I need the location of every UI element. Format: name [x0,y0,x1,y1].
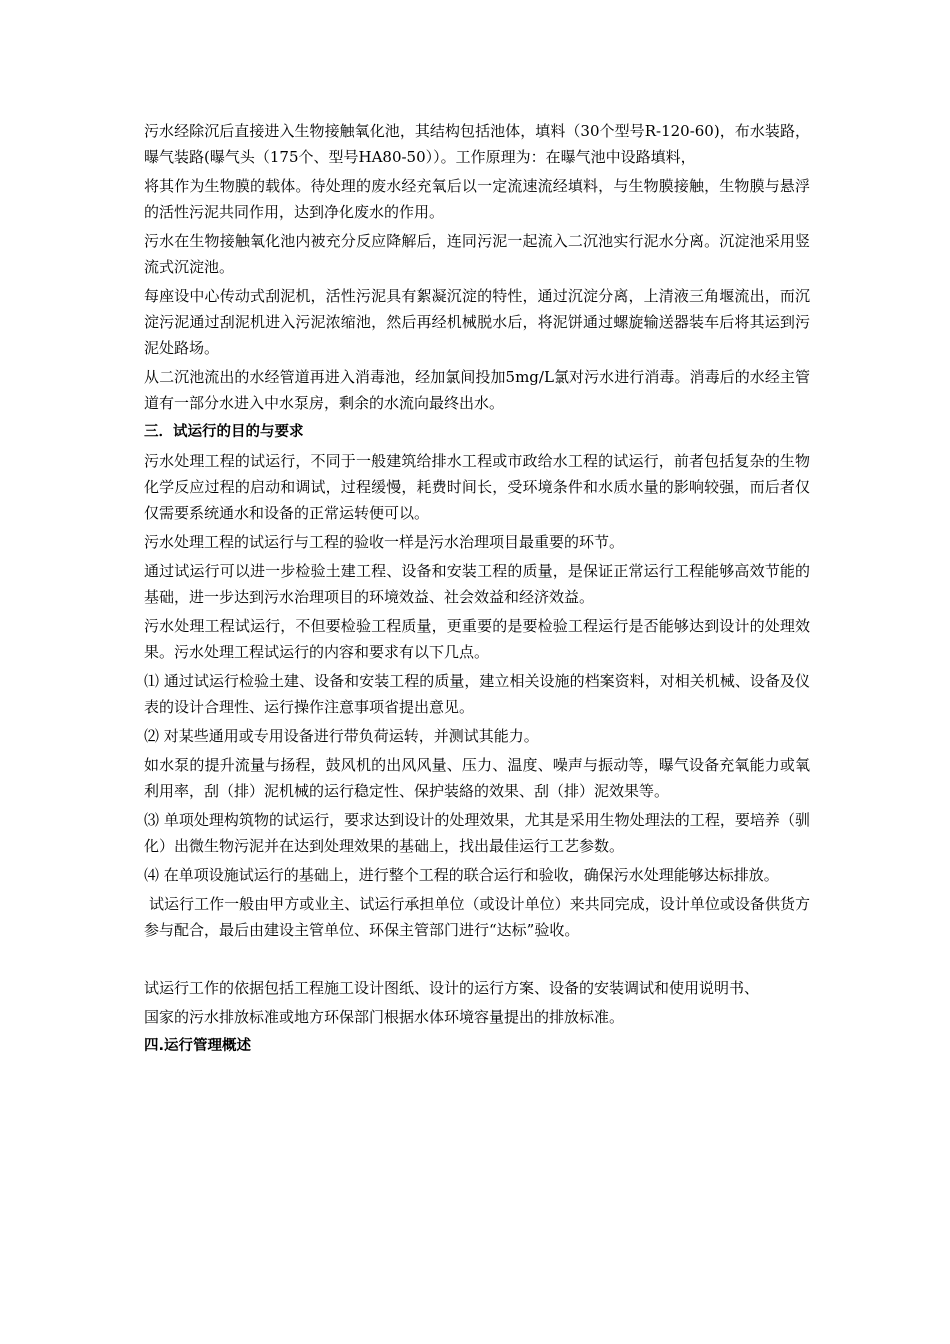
paragraph-secondary-settling: 污水在生物接触氧化池内被充分反应降解后，连同污泥一起流入二沉池实行泥水分离。沉淀池采用竖流式沉淀池。 [144,232,810,276]
paragraph-sludge-scraper: 每座设中心传动式刮泥机，活性污泥具有絮凝沉淀的特性，通过沉淀分离，上清液三角堰流出，而沉淀污泥通过刮泥机进入污泥浓缩池，然后再经机械脱水后，将泥饼通过螺旋输送器装车后将其运到污泥处路场。 [144,287,810,357]
section-heading-operation-management: 四.运行管理概述 [144,1038,252,1054]
paragraph-trial-run-benefits: 通过试运行可以进一步检验土建工程、设备和安装工程的质量，是保证正常运行工程能够高效节能的基础，进一步达到污水治理项目的环境效益、社会效益和经济效益。 [144,562,810,606]
paragraph-equipment-examples: 如水泵的提升流量与扬程，鼓风机的出风风量、压力、温度、噪声与振动等，曝气设备充氧能力或氧利用率，刮（排）泥机械的运行稳定性、保护装絡的效果、刮（排）泥效果等。 [144,756,810,800]
paragraph-trial-run-intro: 污水处理工程的试运行，不同于一般建筑给排水工程或市政给水工程的试运行，前者包括复杂的生物化学反应过程的启动和调试，过程缓慢，耗费时间长，受环境条件和水质水量的影响较强，而后者仅仅需要系统通水和设备的正常运转便可以。 [144,452,810,522]
paragraph-trial-run-importance: 污水处理工程的试运行与工程的验收一样是污水治理项目最重要的环节。 [144,533,625,551]
list-item-2: ⑵ 对某些通用或专用设备进行带负荷运转，并测试其能力。 [144,727,539,745]
paragraph-trial-run-requirements: 污水处理工程试运行，不但要检验工程质量，更重要的是要检验工程运行是否能够达到设计的处理效果。污水处理工程试运行的内容和要求有以下几点。 [144,617,810,661]
paragraph-discharge-standards: 国家的污水排放标准或地方环保部门根据水体环境容量提出的排放标准。 [144,1008,625,1026]
list-item-1: ⑴ 通过试运行检验土建、设备和安装工程的质量，建立相关设施的档案资料，对相关机械、设备及仪表的设计合理性、运行操作注意事项省提出意见。 [144,672,810,716]
section-heading-trial-run: 三．试运行的目的与要求 [144,424,304,440]
paragraph-disinfection: 从二沉池流出的水经管道再进入消毒池，经加氯间投加5mg/L氯对污水进行消毒。消毒后的水经主管道有一部分水进入中水泵房，剩余的水流向最终出水。 [144,368,810,412]
paragraph-biofilm-carrier: 将其作为生物膜的载体。待处理的废水经充氧后以一定流速流经填料，与生物膜接触，生物膜与悬浮的活性污泥共同作用，达到净化废水的作用。 [144,177,810,221]
paragraph-acceptance: 试运行工作一般由甲方或业主、试运行承担单位（或设计单位）来共同完成，设计单位或设备供货方参与配合，最后由建设主管单位、环保主管部门进行“达标”验收。 [144,895,810,939]
document-body [144,118,810,1062]
paragraph-contact-oxidation: 污水经除沉后直接进入生物接触氧化池，其结构包括池体，填料（30个型号R-120-60)，布水装路，曝气装路(曝气头（175个、型号HA80-50））。工作原理为：在曝气池中设路填料， [144,122,810,166]
paragraph-basis-documents: 试运行工作的依据包括工程施工设计图纸、设计的运行方案、设备的安装调试和使用说明书、 [144,979,760,997]
blank-line [144,946,810,972]
list-item-4: ⑷ 在单项设施试运行的基础上，进行整个工程的联合运行和验收，确保污水处理能够达标排放。 [144,866,779,884]
list-item-3: ⑶ 单项处理构筑物的试运行，要求达到设计的处理效果，尤其是采用生物处理法的工程，要培养（驯化）出微生物污泥并在达到处理效果的基础上，找出最佳运行工艺参数。 [144,811,810,855]
